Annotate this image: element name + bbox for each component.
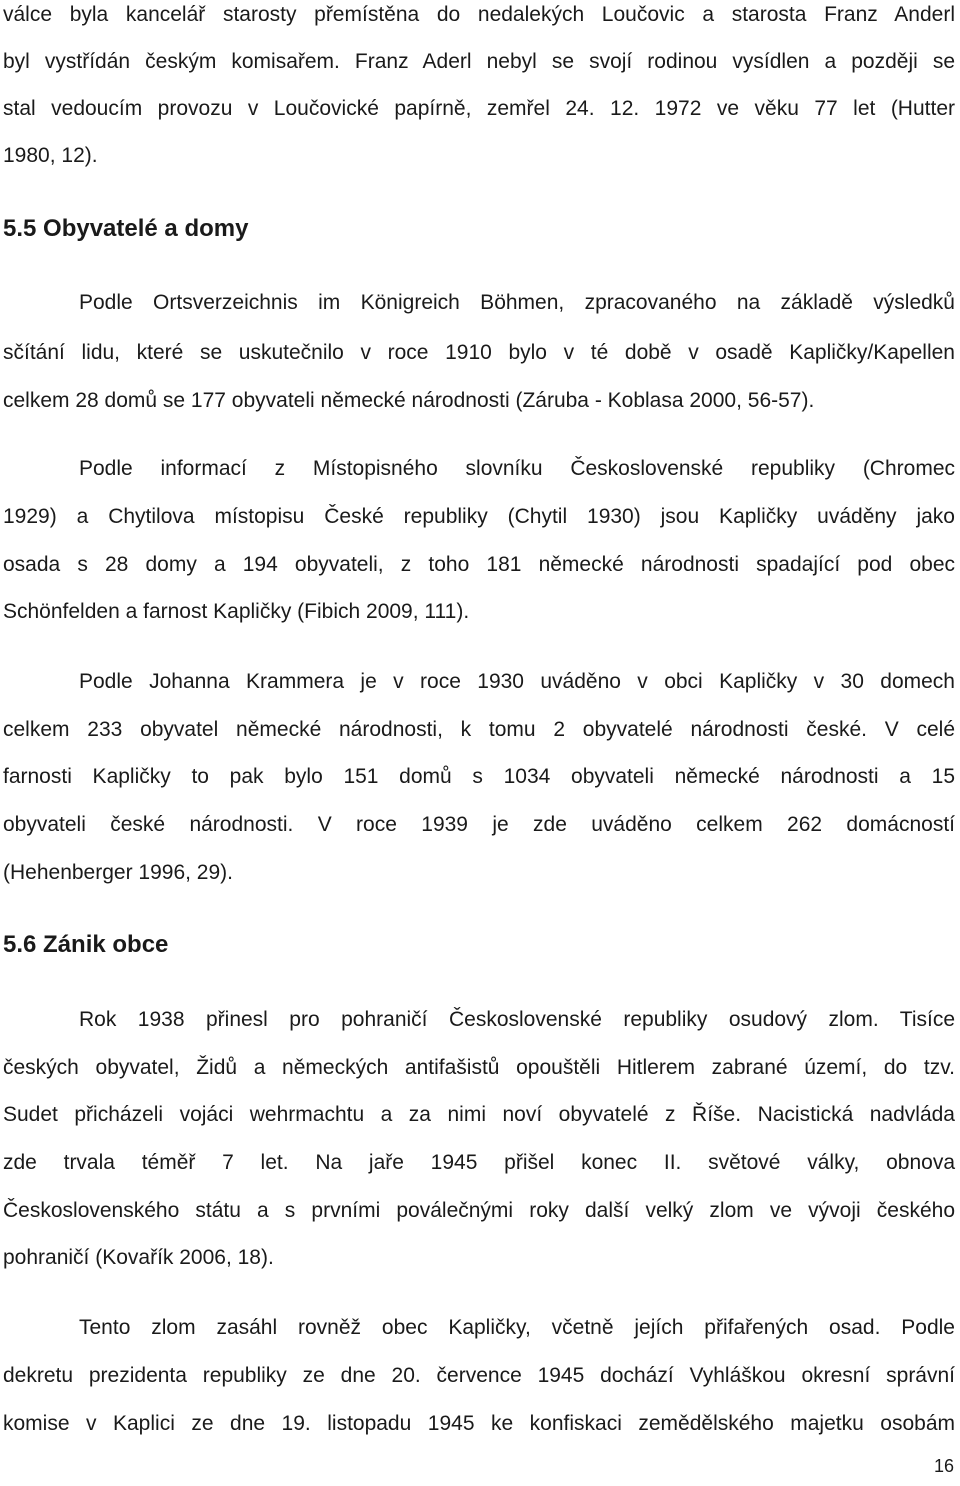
text-line: byl vystřídán českým komisařem. Franz Aderl nebyl se svojí rodinou vysídlen a později se	[3, 50, 955, 73]
text-line: (Hehenberger 1996, 29).	[3, 861, 233, 884]
text-line: Sudet přicházeli vojáci wehrmachtu a za nimi noví obyvatelé z Říše. Nacistická nadvláda	[3, 1103, 955, 1126]
section-heading: 5.6 Zánik obce	[3, 931, 169, 958]
text-line: osada s 28 domy a 194 obyvateli, z toho 181 německé národnosti spadající pod obec	[3, 553, 955, 576]
text-line: celkem 233 obyvatel německé národnosti, k tomu 2 obyvatelé národnosti české. V celé	[3, 718, 955, 741]
text-line: Podle Ortsverzeichnis im Königreich Böhmen, zpracovaného na základě výsledků	[79, 291, 955, 314]
text-line: farnosti Kapličky to pak bylo 151 domů s 1034 obyvateli německé národnosti a 15	[3, 765, 955, 788]
text-line: komise v Kaplici ze dne 19. listopadu 1945 ke konfiskaci zemědělského majetku osobám	[3, 1412, 955, 1435]
text-line: válce byla kancelář starosty přemístěna do nedalekých Loučovic a starosta Franz Anderl	[3, 3, 955, 26]
text-line: Podle informací z Místopisného slovníku Československé republiky (Chromec	[79, 457, 955, 480]
text-line: pohraničí (Kovařík 2006, 18).	[3, 1246, 274, 1269]
section-heading: 5.5 Obyvatelé a domy	[3, 215, 249, 242]
text-line: zde trvala téměř 7 let. Na jaře 1945 přišel konec II. světové války, obnova	[3, 1151, 955, 1174]
text-line: obyvateli české národnosti. V roce 1939 je zde uváděno celkem 262 domácností	[3, 813, 955, 836]
text-line: Československého státu a s prvními poválečnými roky další velký zlom ve vývoji českého	[3, 1199, 955, 1222]
text-line: stal vedoucím provozu v Loučovické papírně, zemřel 24. 12. 1972 ve věku 77 let (Hutter	[3, 97, 955, 120]
text-line: Rok 1938 přinesl pro pohraničí Československé republiky osudový zlom. Tisíce	[79, 1008, 955, 1031]
text-line: sčítání lidu, které se uskutečnilo v roce 1910 bylo v té době v osadě Kapličky/Kapellen	[3, 341, 955, 364]
text-line: Podle Johanna Krammera je v roce 1930 uváděno v obci Kapličky v 30 domech	[79, 670, 955, 693]
text-line: dekretu prezidenta republiky ze dne 20. července 1945 dochází Vyhláškou okresní správní	[3, 1364, 955, 1387]
text-line: 1980, 12).	[3, 144, 98, 167]
text-line: celkem 28 domů se 177 obyvateli německé národnosti (Záruba - Koblasa 2000, 56-57).	[3, 389, 815, 412]
text-line: českých obyvatel, Židů a německých antifašistů opouštěli Hitlerem zabrané území, do tzv.	[3, 1056, 955, 1079]
page-number: 16	[933, 1456, 954, 1476]
text-line: Schönfelden a farnost Kapličky (Fibich 2009, 111).	[3, 600, 470, 623]
text-line: 1929) a Chytilova místopisu České republiky (Chytil 1930) jsou Kapličky uváděny jako	[3, 505, 955, 528]
text-line: Tento zlom zasáhl rovněž obec Kapličky, včetně jejích přifařených osad. Podle	[79, 1316, 955, 1339]
